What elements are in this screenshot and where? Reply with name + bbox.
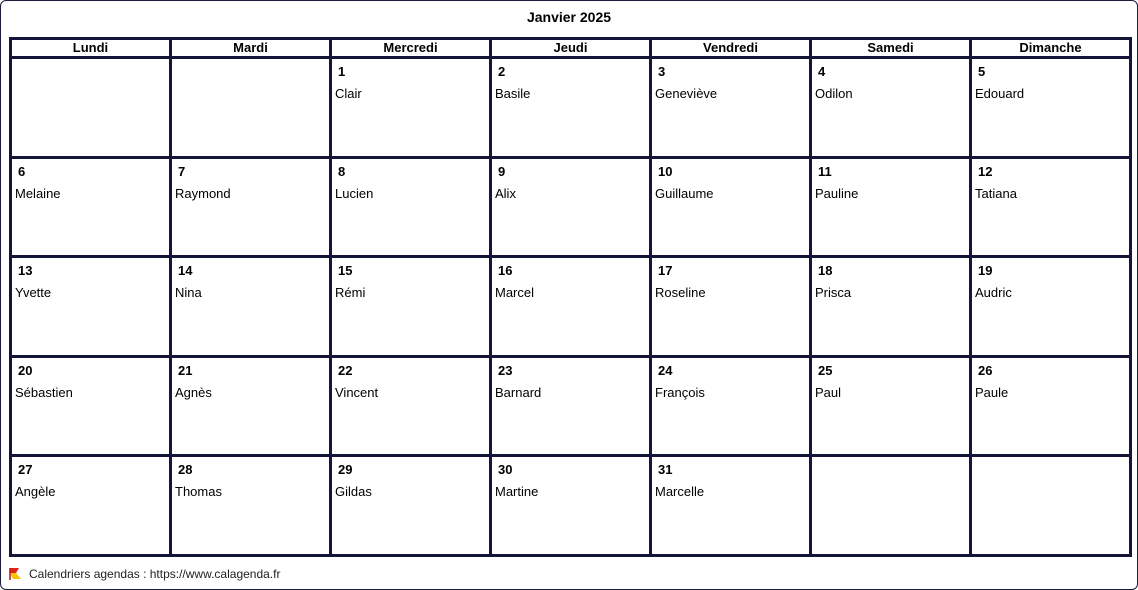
day-cell <box>332 457 492 557</box>
day-cell <box>812 59 972 159</box>
weekday-header: Vendredi <box>652 40 812 59</box>
day-number: 2 <box>498 64 506 79</box>
calendar-title: Janvier 2025 <box>526 9 612 25</box>
day-number: 3 <box>658 64 666 79</box>
day-cell <box>332 358 492 458</box>
day-cell <box>972 358 1132 458</box>
day-number: 23 <box>498 362 513 378</box>
day-number: 16 <box>498 263 513 279</box>
day-cell <box>492 59 652 159</box>
day-number: 27 <box>18 462 33 478</box>
day-number: 29 <box>338 462 353 478</box>
footer-text[interactable]: Calendriers agendas : https://www.calagenda.fr <box>29 567 281 581</box>
saint-name: Alix <box>495 185 516 201</box>
day-number: 18 <box>818 263 833 279</box>
footer <box>9 566 280 582</box>
day-cell <box>332 59 492 159</box>
saint-name: Raymond <box>175 185 231 201</box>
day-number: 19 <box>978 263 993 279</box>
saint-name: Yvette <box>15 285 52 301</box>
day-cell <box>492 159 652 259</box>
day-number: 17 <box>658 263 673 279</box>
day-cell <box>972 59 1132 159</box>
day-number: 25 <box>818 362 833 378</box>
saint-name: Paul <box>815 384 842 400</box>
saint-name: Edouard <box>975 86 1025 101</box>
day-number: 31 <box>658 462 673 478</box>
saint-name: Clair <box>335 86 362 101</box>
day-number: 5 <box>978 64 986 79</box>
saint-name: Paule <box>975 384 1009 400</box>
day-cell <box>172 457 332 557</box>
saint-name: Basile <box>495 86 531 101</box>
day-cell <box>12 159 172 259</box>
day-number: 1 <box>338 64 346 79</box>
weekday-header: Jeudi <box>492 40 652 59</box>
saint-name: Angèle <box>15 484 56 500</box>
saint-name: Vincent <box>335 384 379 400</box>
day-cell <box>12 457 172 557</box>
saint-name: Sébastien <box>15 384 73 400</box>
day-number: 9 <box>498 163 506 179</box>
day-number: 4 <box>818 64 826 79</box>
saint-name: Pauline <box>815 185 859 201</box>
day-cell <box>652 358 812 458</box>
saint-name: Guillaume <box>655 185 714 201</box>
day-number: 21 <box>178 362 193 378</box>
day-cell <box>172 258 332 358</box>
saint-name: François <box>655 384 705 400</box>
day-number: 26 <box>978 362 993 378</box>
day-cell <box>332 159 492 259</box>
day-number: 15 <box>338 263 353 279</box>
day-number: 20 <box>18 362 33 378</box>
day-cell <box>492 457 652 557</box>
saint-name: Thomas <box>175 484 222 500</box>
day-cell <box>972 159 1132 259</box>
weekday-header: Mardi <box>172 40 332 59</box>
day-cell <box>172 59 332 159</box>
saint-name: Marcel <box>495 285 535 301</box>
saint-name: Geneviève <box>655 86 718 101</box>
day-cell <box>652 59 812 159</box>
saint-name: Agnès <box>175 384 212 400</box>
day-cell <box>492 258 652 358</box>
day-number: 24 <box>658 362 673 378</box>
saint-name: Rémi <box>335 285 366 301</box>
day-cell <box>652 258 812 358</box>
saint-name: Gildas <box>335 484 372 500</box>
saint-name: Marcelle <box>655 484 705 500</box>
saint-name: Martine <box>495 484 539 500</box>
day-cell <box>12 258 172 358</box>
saint-name: Tatiana <box>975 185 1017 201</box>
day-number: 13 <box>18 263 33 279</box>
day-number: 12 <box>978 163 993 179</box>
day-cell <box>812 258 972 358</box>
day-cell <box>12 59 172 159</box>
day-number: 7 <box>178 163 186 179</box>
day-cell <box>812 358 972 458</box>
day-number: 28 <box>178 462 193 478</box>
calagenda-logo-icon <box>9 567 23 581</box>
saint-name: Melaine <box>15 185 61 201</box>
saint-name: Roseline <box>655 285 706 301</box>
day-number: 14 <box>178 263 193 279</box>
weekday-header: Mercredi <box>332 40 492 59</box>
day-cell <box>172 358 332 458</box>
day-number: 30 <box>498 462 513 478</box>
weekday-header: Samedi <box>812 40 972 59</box>
day-cell <box>812 159 972 259</box>
day-cell <box>812 457 972 557</box>
day-cell <box>492 358 652 458</box>
day-cell <box>972 258 1132 358</box>
saint-name: Barnard <box>495 384 542 400</box>
weekday-header: Dimanche <box>972 40 1132 59</box>
day-number: 22 <box>338 362 353 378</box>
day-cell <box>652 159 812 259</box>
day-cell <box>12 358 172 458</box>
calendar-grid <box>9 37 1132 557</box>
day-cell <box>652 457 812 557</box>
saint-name: Prisca <box>815 285 852 301</box>
saint-name: Nina <box>175 285 202 301</box>
day-cell <box>332 258 492 358</box>
saint-name: Audric <box>975 285 1012 301</box>
day-cell <box>172 159 332 259</box>
weekday-header: Lundi <box>12 40 172 59</box>
saint-name: Lucien <box>335 185 374 201</box>
day-number: 11 <box>818 163 832 179</box>
day-cell <box>972 457 1132 557</box>
saint-name: Odilon <box>815 86 853 101</box>
day-number: 6 <box>18 163 26 179</box>
day-number: 8 <box>338 163 346 179</box>
day-number: 10 <box>658 163 673 179</box>
